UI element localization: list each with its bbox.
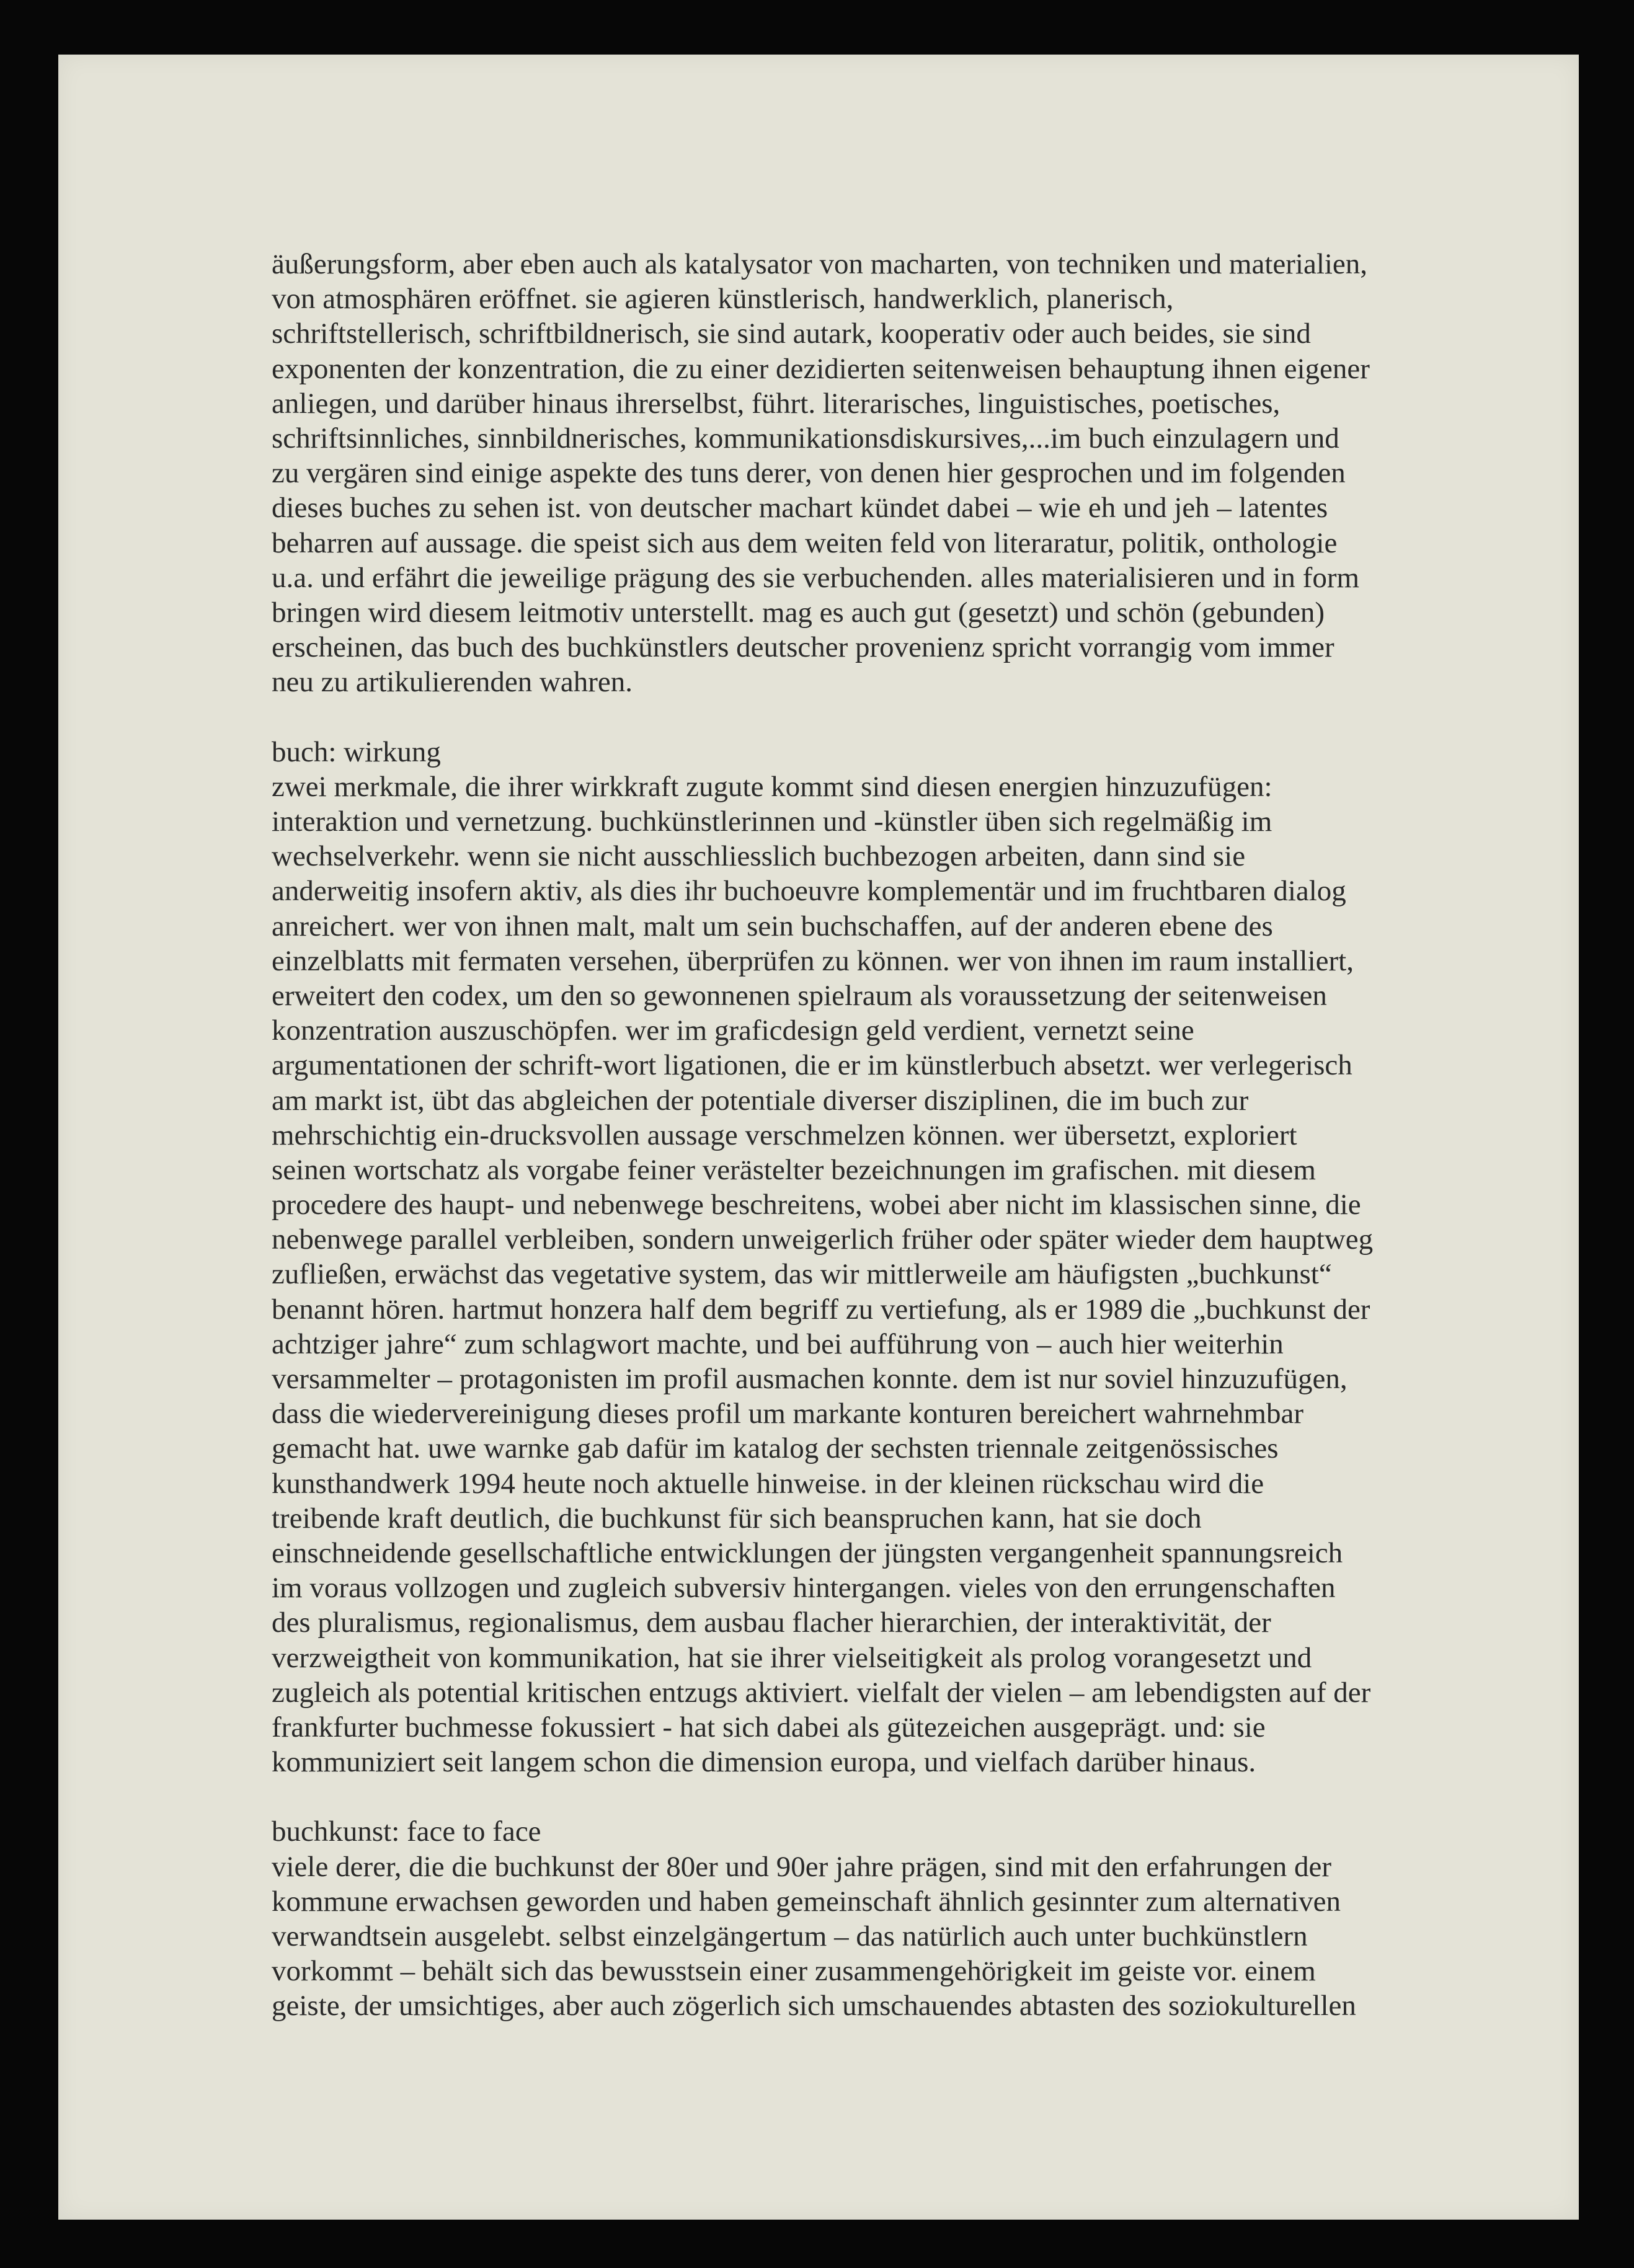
text-line: bringen wird diesem leitmotiv unterstellt. mag es auch gut (gesetzt) und schön (gebunden) [272, 596, 1325, 629]
text-line: im voraus vollzogen und zugleich subversiv hintergangen. vieles von den errungenschaften [272, 1572, 1336, 1605]
text-line: zwei merkmale, die ihrer wirkkraft zugute kommt sind diesen energien hinzuzufügen: [272, 770, 1272, 803]
text-line: zu vergären sind einige aspekte des tuns derer, von denen hier gesprochen und im folgenden [272, 457, 1346, 490]
paragraph-gap [272, 699, 1450, 734]
text-line: seinen wortschatz als vorgabe feiner verästelter bezeichnungen im grafischen. mit diesem [272, 1153, 1316, 1186]
body-text [272, 247, 1450, 2024]
text-line: beharren auf aussage. die speist sich aus dem weiten feld von literaratur, politik, onthologie [272, 526, 1338, 559]
text-line: zufließen, erwächst das vegetative system, das wir mittlerweile am häufigsten „buchkunst“ [272, 1258, 1332, 1291]
text-line: exponenten der konzentration, die zu einer dezidierten seitenweisen behauptung ihnen eigener [272, 352, 1370, 385]
text-line: schriftstellerisch, schriftbildnerisch, sie sind autark, kooperativ oder auch beides, sie sind [272, 317, 1311, 350]
text-line: einzelblatts mit fermaten versehen, überprüfen zu können. wer von ihnen im raum installiert, [272, 944, 1354, 977]
text-line: benannt hören. hartmut honzera half dem begriff zu vertiefung, als er 1989 die „buchkunst der [272, 1293, 1370, 1326]
text-line: anderweitig insofern aktiv, als dies ihr buchoeuvre komplementär und im fruchtbaren dialog [272, 875, 1346, 908]
text-line: schriftsinnliches, sinnbildnerisches, kommunikationsdiskursives,...im buch einzulagern und [272, 422, 1339, 454]
text-line: vorkommt – behält sich das bewusstsein einer zusammengehörigkeit im geiste vor. einem [272, 1955, 1316, 1988]
text-line: des pluralismus, regionalismus, dem ausbau flacher hierarchien, der interaktivität, der [272, 1606, 1271, 1639]
text-line: äußerungsform, aber eben auch als katalysator von macharten, von techniken und materialien, [272, 248, 1368, 280]
text-line: neu zu artikulierenden wahren. [272, 666, 633, 699]
text-line: procedere des haupt- und nebenwege beschreitens, wobei aber nicht im klassischen sinne, die [272, 1189, 1361, 1221]
text-line: u.a. und erfährt die jeweilige prägung des sie verbuchenden. alles materialisieren und in form [272, 561, 1360, 594]
text-line: dass die wiedervereinigung dieses profil um markante konturen bereichert wahrnehmbar [272, 1398, 1303, 1430]
document-page [58, 55, 1579, 2220]
text-line: anreichert. wer von ihnen malt, malt um sein buchschaffen, auf der anderen ebene des [272, 910, 1273, 942]
text-line: interaktion und vernetzung. buchkünstlerinnen und -künstler üben sich regelmäßig im [272, 805, 1272, 838]
text-line: zugleich als potential kritischen entzugs aktiviert. vielfalt der vielen – am lebendigsten auf der [272, 1676, 1371, 1709]
section-heading: buchkunst: face to face [272, 1815, 541, 1848]
text-line: kommune erwachsen geworden und haben gemeinschaft ähnlich gesinnter zum alternativen [272, 1885, 1341, 1918]
text-line: treibende kraft deutlich, die buchkunst für sich beanspruchen kann, hat sie doch [272, 1502, 1202, 1535]
text-line: verzweigtheit von kommunikation, hat sie ihrer vielseitigkeit als prolog vorangesetzt und [272, 1641, 1312, 1674]
text-line: anliegen, und darüber hinaus ihrerselbst, führt. literarisches, linguistisches, poetisches, [272, 387, 1281, 420]
text-line: kunsthandwerk 1994 heute noch aktuelle hinweise. in der kleinen rückschau wird die [272, 1467, 1264, 1500]
text-line: wechselverkehr. wenn sie nicht ausschliesslich buchbezogen arbeiten, dann sind sie [272, 840, 1246, 873]
text-line: am markt ist, übt das abgleichen der potentiale diverser disziplinen, die im buch zur [272, 1084, 1249, 1117]
text-line: dieses buches zu sehen ist. von deutscher machart kündet dabei – wie eh und jeh – latentes [272, 492, 1328, 525]
text-line: konzentration auszuschöpfen. wer im graficdesign geld verdient, vernetzt seine [272, 1014, 1194, 1047]
text-line: mehrschichtig ein-drucksvollen aussage verschmelzen können. wer übersetzt, exploriert [272, 1118, 1297, 1151]
text-line: argumentationen der schrift-wort ligationen, die er im künstlerbuch absetzt. wer verlegerisch [272, 1049, 1352, 1082]
text-line: einschneidende gesellschaftliche entwicklungen der jüngsten vergangenheit spannungsreich [272, 1536, 1343, 1569]
text-line: geiste, der umsichtiges, aber auch zögerlich sich umschauendes abtasten des soziokulturellen [272, 1990, 1356, 2022]
text-line: kommuniziert seit langem schon die dimension europa, und vielfach darüber hinaus. [272, 1746, 1256, 1779]
text-line: verwandtsein ausgelebt. selbst einzelgängertum – das natürlich auch unter buchkünstlern [272, 1920, 1308, 1952]
text-line: nebenwege parallel verbleiben, sondern unweigerlich früher oder später wieder dem hauptweg [272, 1223, 1374, 1256]
text-line: erweitert den codex, um den so gewonnenen spielraum als voraussetzung der seitenweisen [272, 979, 1327, 1012]
text-line: achtziger jahre“ zum schlagwort machte, und bei aufführung von – auch hier weiterhin [272, 1327, 1284, 1360]
text-line: gemacht hat. uwe warnke gab dafür im katalog der sechsten triennale zeitgenössisches [272, 1432, 1279, 1465]
text-line: von atmosphären eröffnet. sie agieren künstlerisch, handwerklich, planerisch, [272, 283, 1174, 316]
text-line: frankfurter buchmesse fokussiert - hat sich dabei als gütezeichen ausgeprägt. und: sie [272, 1711, 1266, 1743]
paragraph-gap [272, 1779, 1450, 1814]
text-line: versammelter – protagonisten im profil ausmachen konnte. dem ist nur soviel hinzuzufügen, [272, 1363, 1348, 1395]
text-line: erscheinen, das buch des buchkünstlers deutscher provenienz spricht vorrangig vom immer [272, 631, 1334, 664]
section-heading: buch: wirkung [272, 735, 441, 768]
text-line: viele derer, die die buchkunst der 80er und 90er jahre prägen, sind mit den erfahrungen der [272, 1850, 1332, 1883]
